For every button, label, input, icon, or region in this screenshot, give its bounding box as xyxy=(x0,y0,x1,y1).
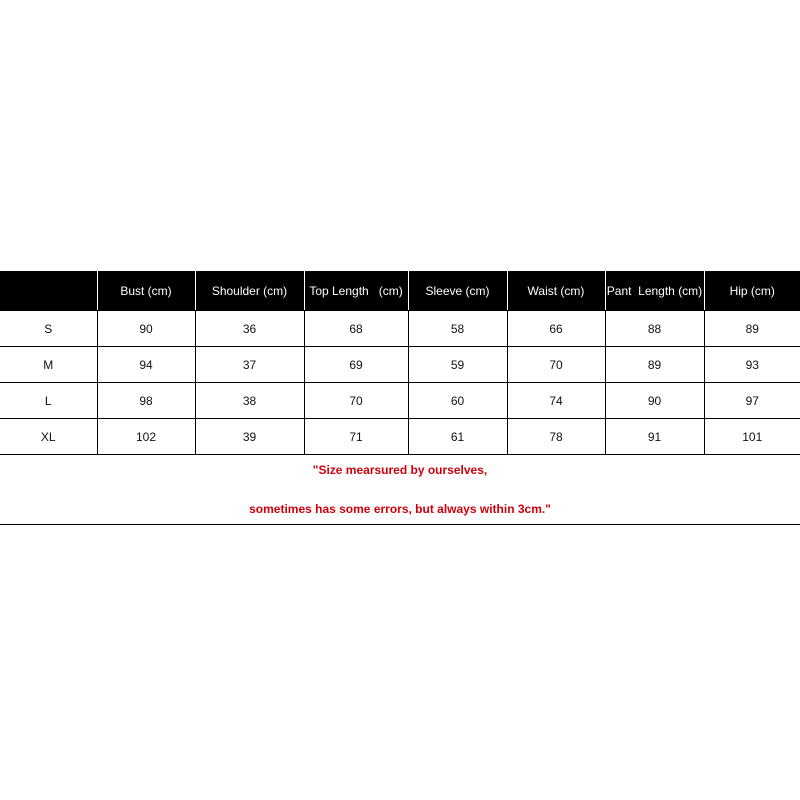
header-cell-hip: Hip (cm) xyxy=(704,272,800,311)
waist-cell: 70 xyxy=(507,347,605,383)
bust-cell: 90 xyxy=(97,311,195,347)
pant-length-cell: 89 xyxy=(605,347,704,383)
header-cell-size xyxy=(0,272,97,311)
hip-cell: 97 xyxy=(704,383,800,419)
table-row xyxy=(0,383,800,419)
top-length-cell: 70 xyxy=(304,383,408,419)
sleeve-cell: 61 xyxy=(408,419,507,455)
hip-cell: 89 xyxy=(704,311,800,347)
shoulder-cell: 38 xyxy=(195,383,304,419)
bust-cell: 94 xyxy=(97,347,195,383)
size-label-cell: XL xyxy=(0,419,97,455)
header-cell-bust: Bust (cm) xyxy=(97,272,195,311)
shoulder-cell: 36 xyxy=(195,311,304,347)
header-cell-sleeve: Sleeve (cm) xyxy=(408,272,507,311)
table-row xyxy=(0,419,800,455)
size-label-cell: S xyxy=(0,311,97,347)
table-header-row xyxy=(0,272,800,311)
table-row xyxy=(0,311,800,347)
pant-length-cell: 88 xyxy=(605,311,704,347)
header-cell-top-length: Top Length (cm) xyxy=(304,272,408,311)
size-label-cell: L xyxy=(0,383,97,419)
hip-cell: 93 xyxy=(704,347,800,383)
waist-cell: 74 xyxy=(507,383,605,419)
header-cell-waist: Waist (cm) xyxy=(507,272,605,311)
sleeve-cell: 59 xyxy=(408,347,507,383)
measurement-note xyxy=(0,453,800,525)
size-chart-table xyxy=(0,271,800,455)
pant-length-cell: 90 xyxy=(605,383,704,419)
shoulder-cell: 37 xyxy=(195,347,304,383)
note-line-1: "Size mearsured by ourselves, xyxy=(312,463,488,477)
top-length-cell: 69 xyxy=(304,347,408,383)
top-length-cell: 71 xyxy=(304,419,408,455)
waist-cell: 78 xyxy=(507,419,605,455)
hip-cell: 101 xyxy=(704,419,800,455)
table-row xyxy=(0,347,800,383)
shoulder-cell: 39 xyxy=(195,419,304,455)
pant-length-cell: 91 xyxy=(605,419,704,455)
sleeve-cell: 58 xyxy=(408,311,507,347)
header-cell-pant-length: Pant Length (cm) xyxy=(605,272,704,311)
header-cell-shoulder: Shoulder (cm) xyxy=(195,272,304,311)
waist-cell: 66 xyxy=(507,311,605,347)
size-label-cell: M xyxy=(0,347,97,383)
bust-cell: 98 xyxy=(97,383,195,419)
note-line-2: sometimes has some errors, but always within 3cm." xyxy=(249,502,551,516)
sleeve-cell: 60 xyxy=(408,383,507,419)
top-length-cell: 68 xyxy=(304,311,408,347)
bust-cell: 102 xyxy=(97,419,195,455)
